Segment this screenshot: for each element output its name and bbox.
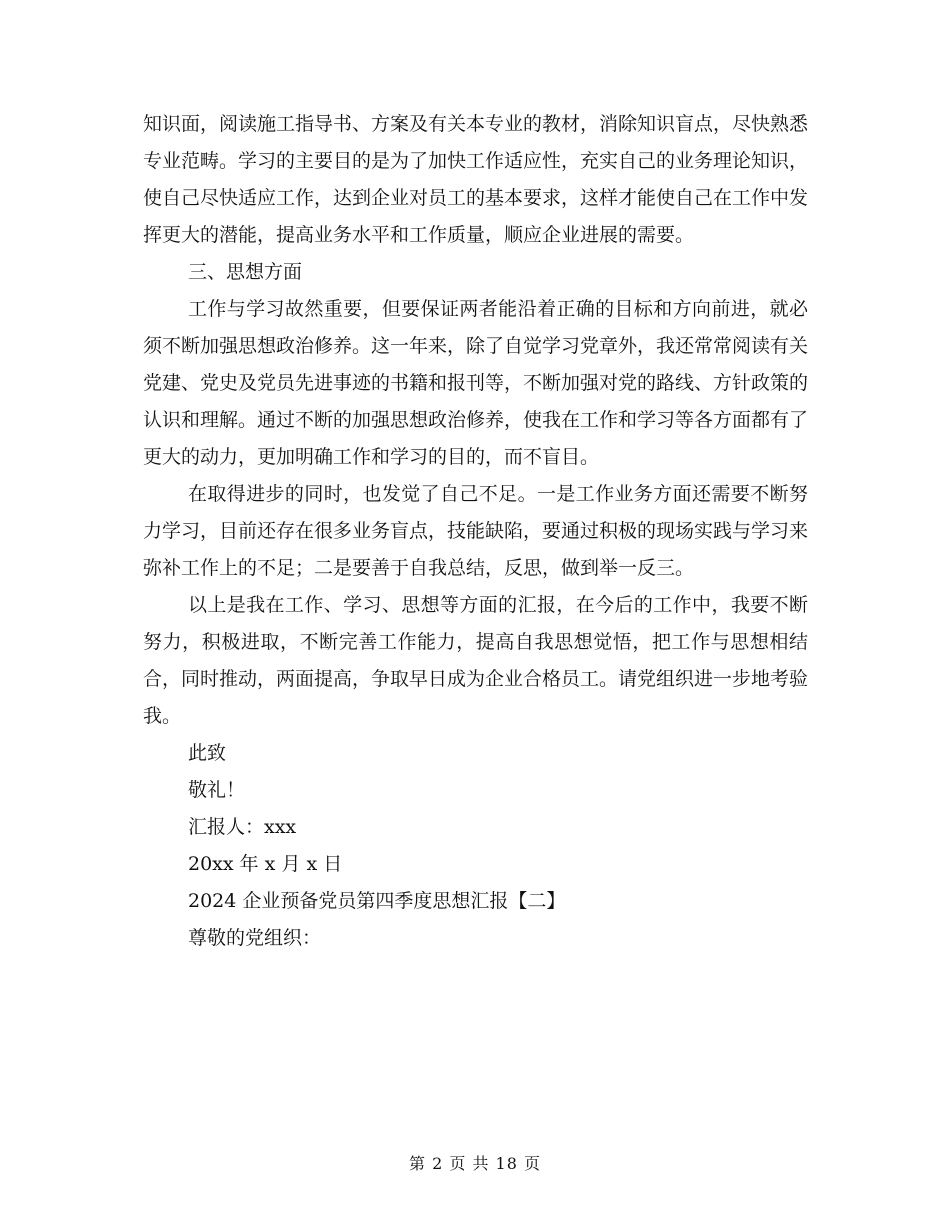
closing-regards: 敬礼！ [188,779,246,801]
closing-salutation: 此致 [188,742,227,764]
paragraph-thought-cultivation: 工作与学习故然重要，但要保证两者能沿着正确的目标和方向前进，就必须不断加强思想政治修养。这一年来，除了自觉学习党章外，我还常常阅读有关党建、党史及党员先进事迹的书籍和报刊等，不断加强对党的路线、方针政策的认识和理解。通过不断的加强思想政治修养，使我在工作和学习等各方面都有了更大的动力，更加明确工作和学习的目的，而不盲目。 [143,298,809,468]
paragraph-shortcomings: 在取得进步的同时，也发觉了自己不足。一是工作业务方面还需要不断努力学习，目前还存在很多业务盲点，技能缺陷，要通过积极的现场实践与学习来弥补工作上的不足；二是要善于自我总结，反思，做到举一反三。 [143,483,809,579]
document-body [143,106,808,957]
section-heading-thought: 三、思想方面 [188,261,303,283]
next-report-greeting: 尊敬的党组织： [188,927,322,949]
report-date: 20xx 年 x 月 x 日 [188,853,343,875]
reporter-name: 汇报人：xxx [188,816,297,838]
next-report-title: 2024 企业预备党员第四季度思想汇报【二】 [188,890,566,912]
continued-paragraph: 知识面，阅读施工指导书、方案及有关本专业的教材，消除知识盲点，尽快熟悉专业范畴。学习的主要目的是为了加快工作适应性，充实自己的业务理论知识，使自己尽快适应工作，达到企业对员工的基本要求，这样才能使自己在工作中发挥更大的潜能，提高业务水平和工作质量，顺应企业进展的需要。 [143,113,809,246]
page-number-footer: 第 2 页 共 18 页 [409,1154,541,1173]
paragraph-summary: 以上是我在工作、学习、思想等方面的汇报，在今后的工作中，我要不断努力，积极进取，不断完善工作能力，提高自我思想觉悟，把工作与思想相结合，同时推动，两面提高，争取早日成为企业合格员工。请党组织进一步地考验我。 [143,594,809,727]
